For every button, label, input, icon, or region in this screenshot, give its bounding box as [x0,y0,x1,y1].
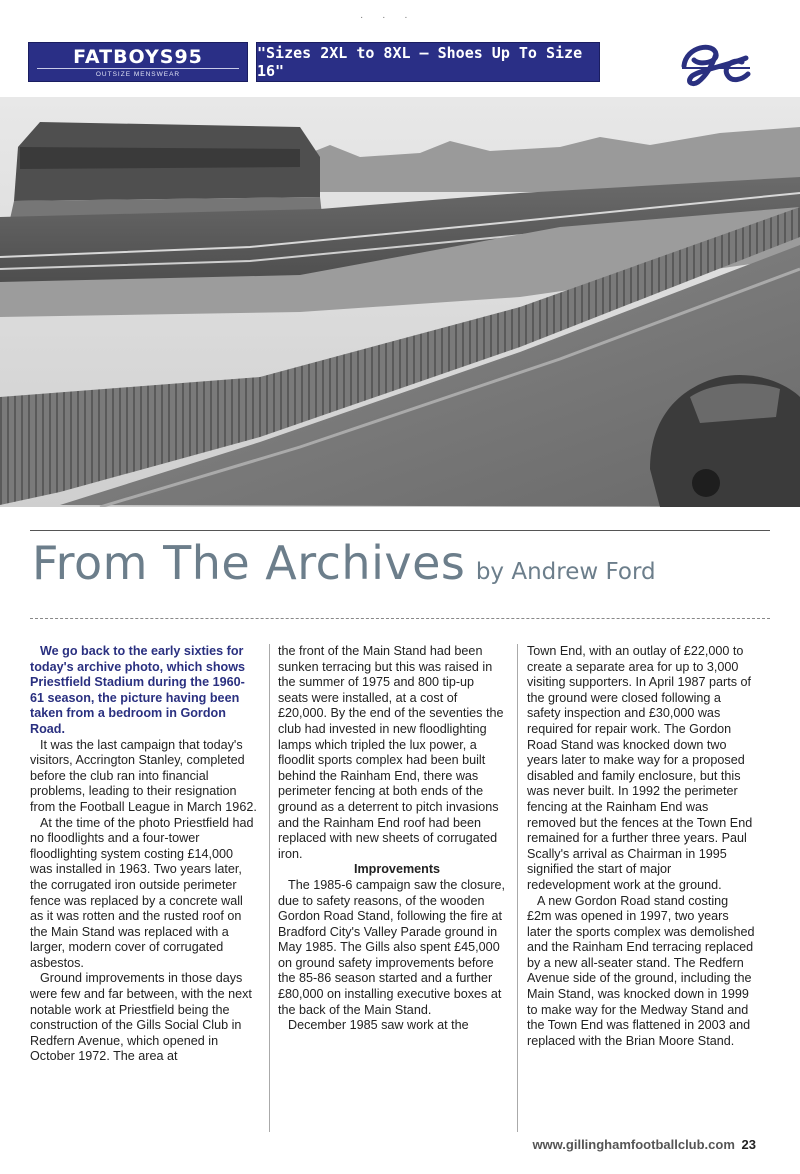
article-paragraph: Ground improvements in those days were few and far between, with the next notable work at Priestfield being the construction of the Gills Social Club in Redfern Avenue, which opened in October 1972. The area at [30,971,252,1064]
club-website-link[interactable]: www.gillinghamfootballclub.com [532,1137,735,1152]
article-paragraph: December 1985 saw work at the [288,1018,469,1033]
article-paragraph: the front of the Main Stand had been sunken terracing but this was raised in the summer of 1975 and 800 tip-up seats were installed, at a cost of £20,000. By the end of the seventies the club had invested in new floodlighting lamps which tripled the lux power, a floodlit sports complex had been built behind the Rainham End, there was perimeter fencing at both ends of the ground as a deterrent to pitch invasions and the Rainham End roof had been replaced with new sheets of corrugated iron. [278,644,504,861]
fatboys-logo-name: FATBOYS95 [73,46,203,68]
article-column-3 [527,644,755,1049]
advert-banner[interactable] [28,42,600,82]
article-paragraph: It was the last campaign that today's visitors, Accrington Stanley, completed before the club ran into financial problems, leading to their resignation from the Football League in March 1962. [30,737,257,814]
page-number: 23 [741,1137,756,1152]
column-divider [517,644,518,1132]
headline-title: From The Archives [32,536,466,590]
fatboys-logo [28,42,248,82]
article-paragraph: The 1985-6 campaign saw the closure, due to safety reasons, of the wooden Gordon Road Stand, following the fire at Bradford City's Valley Parade ground in May 1985. The Gills also spent £45,000 on ground safety improvements before the 85-86 season started and a further £80,000 on installing executive boxes at the back of the Main Stand. [278,877,506,1017]
article-column-2 [278,644,506,1034]
article-headline [32,536,656,590]
page-footer [532,1137,756,1152]
advert-slogan: "Sizes 2XL to 8XL – Shoes Up To Size 16" [256,42,600,82]
article-paragraph: Town End, with an outlay of £22,000 to create a separate area for up to 3,000 visiting supporters. In April 1987 parts of the ground were closed following a safety inspection and £30,000 was required for repair work. The Gordon Road Stand was knocked down two years later to make way for a proposed disabled and family enclosure, but this was never built. In 1992 the perimeter fencing at the Rainham End was removed but the fences at the Town End remained for a further three years. Paul Scally's arrival as Chairman in 1995 signified the start of major redevelopment work at the ground. [527,644,753,892]
print-marks: · · · [360,12,416,23]
article-paragraph: A new Gordon Road stand costing £2m was opened in 1997, two years later the sports complex was demolished and the Rainham End terracing replaced by a new all-seater stand. The Redfern Avenue side of the ground, including the Main Stand, was knocked down in 1999 to make way for the Medway Stand and the Town End was flattened in 2003 and replaced with the Brian Moore Stand. [527,893,755,1048]
article-lead: We go back to the early sixties for today's archive photo, which shows Priestfield Stadium during the 1960-61 season, the picture having been taken from a bedroom in Gordon Road. [30,644,246,736]
article-paragraph: At the time of the photo Priestfield had no floodlights and a four-tower floodlighting system costing £14,000 was installed in 1963. Two years later, the corrugated iron outside perimeter fence was replaced by a concrete wall as it was rotten and the rusted roof on the Main Stand was replaced with a larger, modern cover of corrugated asbestos. [30,815,254,970]
fatboys-logo-subtitle: OUTSIZE MENSWEAR [95,71,181,78]
article-column-1 [30,644,258,1065]
club-crest-logo [676,36,756,88]
headline-byline: by Andrew Ford [475,559,656,585]
article-subheading: Improvements [353,862,441,877]
headline-rule-top [30,530,770,531]
column-divider [269,644,270,1132]
archive-photo-priestfield [0,97,800,507]
headline-rule-bottom [30,618,770,619]
logo-divider [37,68,239,69]
